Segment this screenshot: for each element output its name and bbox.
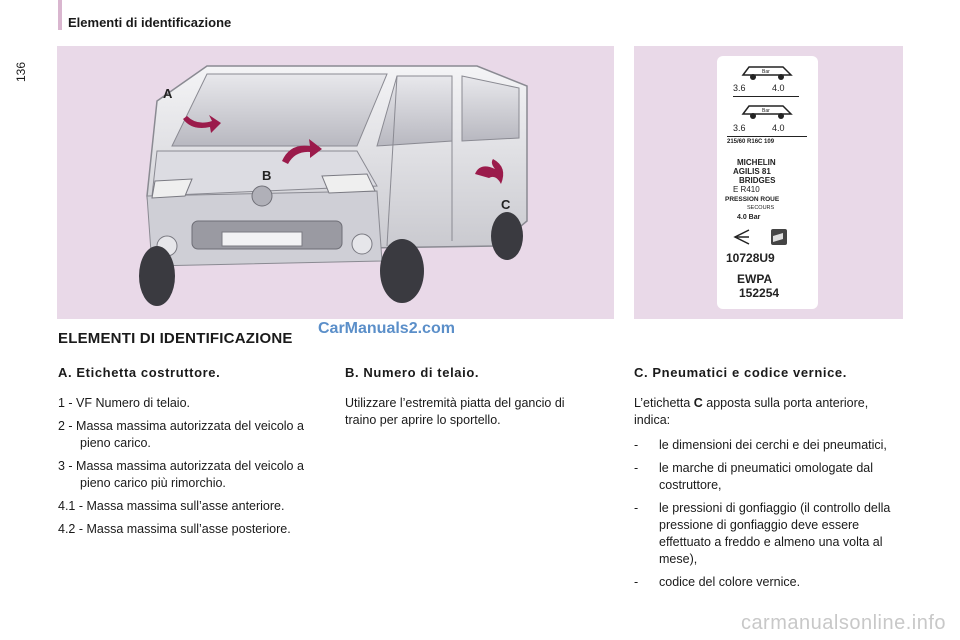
spare-title: PRESSION ROUE	[725, 196, 780, 203]
heading-b: B. Numero di telaio.	[345, 365, 480, 380]
list-item: 4.2 - Massa massima sull’asse posteriore.	[58, 522, 291, 536]
pressure-rear-2: 4.0	[772, 123, 785, 133]
watermark-carmanuals: CarManuals2.com	[318, 320, 455, 337]
list-item: 1 - VF Numero di telaio.	[58, 396, 190, 410]
code-3: 152254	[739, 286, 780, 300]
list-item: - le marche di pneumatici omologate dal costruttore,	[634, 461, 874, 492]
list-item: - codice del colore vernice.	[634, 575, 801, 589]
headlight-right	[322, 174, 375, 193]
pressure-rear-1: 4.0	[772, 83, 785, 93]
intro-c: L’etichetta C apposta sulla porta anteriore, indica:	[634, 396, 869, 427]
brand-1: MICHELIN	[737, 158, 776, 167]
tyre-pressure-label	[717, 56, 818, 309]
pressure-front-2: 3.6	[733, 123, 746, 133]
brand-3: BRIDGES	[739, 176, 776, 185]
code-1: 10728U9	[726, 251, 775, 265]
main-title: ELEMENTI DI IDENTIFICAZIONE	[58, 330, 293, 347]
rear-wheel	[491, 212, 523, 260]
list-item: 3 - Massa massima autorizzata del veicolo a pieno carico più rimorchio.	[58, 459, 304, 490]
pressure-front-1: 3.6	[733, 83, 746, 93]
tyre-size: 215/60 R16C 109	[727, 139, 775, 145]
list-item: - le pressioni di gonfiaggio (il controllo della pressione di gonfiaggio deve essere effettuato a freddo e almeno una volta al mese),	[634, 501, 891, 566]
column-b	[345, 364, 585, 435]
heading-c: C. Pneumatici e codice vernice.	[634, 365, 847, 380]
paragraph-b: Utilizzare l’estremità piatta del gancio di traino per aprire lo sportello.	[345, 396, 565, 427]
front-wheel-left	[139, 246, 175, 306]
list-item: 4.1 - Massa massima sull’asse anteriore.	[58, 499, 285, 513]
paint-code-icons	[731, 226, 801, 248]
spare-sub: SECOURS	[747, 205, 775, 211]
page-number: 136	[14, 61, 28, 82]
marker-a-label: A	[163, 86, 173, 101]
fog-lamp-right	[352, 234, 372, 254]
list-item: 2 - Massa massima autorizzata del veicolo a pieno carico.	[58, 419, 304, 450]
heading-a: A. Etichetta costruttore.	[58, 365, 221, 380]
bar-text-1: Bar	[762, 69, 770, 75]
marker-b-label: B	[262, 168, 272, 183]
brand-logo	[252, 186, 272, 206]
section-title: Elementi di identificazione	[68, 15, 232, 30]
windscreen	[172, 74, 387, 146]
van-illustration	[57, 46, 614, 319]
header-accent-bar	[58, 0, 62, 30]
plate	[222, 232, 302, 246]
side-window-rear	[462, 76, 519, 141]
front-wheel-right	[380, 239, 424, 303]
van-illustration-panel	[57, 46, 614, 319]
bar-text-2: Bar	[762, 108, 770, 114]
column-a	[58, 364, 323, 544]
footer-watermark: carmanualsonline.info	[740, 612, 946, 634]
marker-c-label: C	[501, 197, 511, 212]
code-2: EWPA	[737, 272, 773, 286]
brand-2: AGILIS 81	[733, 167, 771, 176]
spare-value: 4.0 Bar	[737, 214, 761, 221]
column-c	[634, 364, 896, 597]
list-item: - le dimensioni dei cerchi e dei pneumatici,	[634, 438, 887, 452]
brand-4: E R410	[733, 185, 760, 194]
tyre-label-panel	[634, 46, 903, 319]
